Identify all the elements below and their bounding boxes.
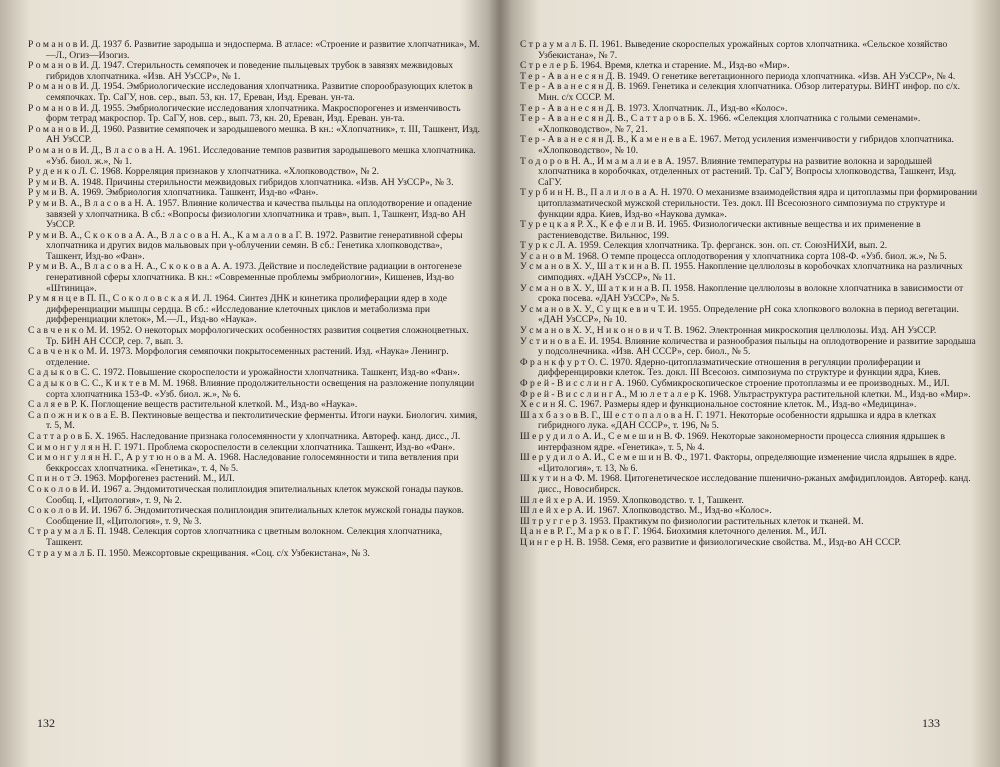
bibliography-entry: Р о м а н о в И. Д., В л а с о в а Н. А. 1961. Исследование темпов развития зародышевого мешка хлопчатника. «Узб. биол. ж.», № 1. <box>28 144 476 167</box>
bibliography-entry: Т е р - А в а н е с я н Д. В. 1949. О генетике вегетационного периода хлопчатника. «Изв. АН УзССР», № 4. <box>520 70 956 82</box>
bibliography-entry: С т р е л е р Б. 1964. Время, клетка и старение. М., Изд-во «Мир». <box>520 60 790 72</box>
bibliography-entry: С а т т а р о в Б. Х. 1965. Наследование признака голосемянности у хлопчатника. Автореф. канд. дисс., Л. <box>28 430 461 442</box>
bibliography-entry: Т е р - А в а н е с я н Д. В., К а м е н е в а Е. 1967. Метод усиления изменчивости у гибридов хлопчатника. «Хлопководство», № 10. <box>520 134 954 156</box>
bibliography-entry: С а д ы к о в С. С. 1972. Повышение скороспелости и урожайности хлопчатника. Ташкент, Изд-во «Фан». <box>28 367 460 379</box>
bibliography-entry: У с м а н о в Х. У., С у щ к е в и ч Т. И. 1955. Определение pH сока хлопкового волокна в период вегетации. «ДАН УзССР», № 10. <box>520 303 959 326</box>
bibliography-entry: Ш а х б а з о в В. Г., Ш е с т о п а л о в а Н. Г. 1971. Некоторые особенности ядрышка и ядра в клетках гибридного лука. «ДАН СССР», т. 196, № 5. <box>520 409 937 432</box>
page-number-right: 133 <box>922 716 940 730</box>
bibliography-entry: Т у р б и н Н. В., П а л и л о в а А. Н. 1970. О механизме взаимодействия ядра и цитоплазмы при формировании цитоплазматической мужской стерильности. Тез. докл. III Всесоюзного симпозиума по структуре и функции ядра. Киев, Изд-во «Наукова думка». <box>520 187 978 220</box>
bibliography-entry: С о к о л о в И. И. 1967 б. Эндомитотическая полиплоидия эпителиальных клеток мужской гонады пауков. Сообщение II, «Цитология», т. 9, № 3. <box>28 505 464 527</box>
bibliography-entry: Р о м а н о в И. Д. 1960. Развитие семяпочек и зародышевого мешка. В кн.: «Хлопчатник», т. III, Ташкент, Изд. АН УзССР. <box>28 123 480 146</box>
page-number-left: 132 <box>37 716 55 730</box>
bibliography-entry: Ш л е й х е р А. И. 1959. Хлопководство. т. 1, Ташкент. <box>520 494 744 506</box>
bibliography-entry: Т е р - А в а н е с я н Д. В., С а т т а р о в Б. Х. 1966. «Селекция хлопчатника с голыми семенами». «Хлопководство», № 7, 21. <box>520 113 921 135</box>
bibliography-entry: С а п о ж н и к о в а Е. В. Пектиновые вещества и пектолитические ферменты. Итоги науки. Биологич. химия, т. 5, М. <box>28 409 478 432</box>
bibliography-entry: Т о д о р о в Н. А., И м а м а л и е в А. 1957. Влияние температуры на развитие волокна и зародышей хлопчатника в коробочках, отделенных от растений. Тр. СаГУ, Вопросы хлопководства, Ташкент, Изд. СаГУ. <box>520 155 957 188</box>
bibliography-entry: Р о м а н о в И. Д. 1937 б. Развитие зародыша и эндосперма. В атласе: «Строение и развитие хлопчатника», М.—Л., Огиз—Изогиз. <box>28 40 480 61</box>
right-page <box>520 40 980 740</box>
left-page <box>28 40 480 740</box>
bibliography-entry: Р у м я н ц е в П. П., С о к о л о в с к а я И. Л. 1964. Синтез ДНК и кинетика пролиферации ядер в ходе дифференциации мышцы сердца. В сб.: «Исследование клеточных циклов и метаболизма при дифференциации клеток», М.—Л., Изд-во «Наука». <box>28 293 447 326</box>
bibliography-entry: Р о м а н о в И. Д. 1955. Эмбриологические исследования хлопчатника. Макроспорогенез и изменчивость форм тетрад макроспор. Тр. СаГУ, нов. сер., вып. 73, кн. 20, Ереван, Изд. Ереван. ун-та. <box>28 102 461 125</box>
bibliography-entry: С и м о н г у л я н Н. Г. 1971. Проблема скороспелости в селекции хлопчатника. Ташкент, Изд-во «Фан». <box>28 441 455 453</box>
bibliography-entry: С т р а у м а л Б. П. 1950. Межсортовые скрещивания. «Соц. с/х Узбекистана», № 3. <box>28 547 370 559</box>
bibliography-entry: Т у р е ц к а я Р. Х., К е ф е л и В. И. 1965. Физиологически активные вещества и их применение в растениеводстве. Вильнюс, 199. <box>520 219 921 241</box>
bibliography-entry: Ш л е й х е р А. И. 1967. Хлопководство. М., Изд-во «Колос». <box>520 505 772 517</box>
bibliography-entry: Ф р а н к ф у р т О. С. 1970. Ядерно-цитоплазматические отношения в регуляции пролиферации и дифференцировки клеток. Тез. докл. III Всесоюз. симпозиума по структуре и функции ядра, Киев. <box>520 356 941 379</box>
bibliography-entry: Ш е р у д и л о А. И., С е м е ш и н В. Ф., 1971. Факторы, определяющие изменение числа ядрышек в ядре. «Цитология», т. 13, № 6. <box>520 452 957 474</box>
bibliography-entry: Ш к у т и н а Ф. М. 1968. Цитогенетическое исследование пшенично-ржаных амфидиплоидов. Автореф. канд. дисс., Новосибирск. <box>520 473 971 495</box>
bibliography-entry: Т у р к с Л. А. 1959. Селекция хлопчатника. Тр. ферганск. зон. оп. ст. СоюзНИХИ, вып. 2. <box>520 240 888 252</box>
book-gutter <box>488 0 512 767</box>
bibliography-entry: Ф р е й - В и с с л и н г А. 1960. Субмикроскопическое строение протоплазмы и ее производных. М., ИЛ. <box>520 378 950 389</box>
bibliography-entry: С и м о н г у л я н Н. Г., А р у т ю н о в а М. А. 1968. Наследование голосемянности и типа ветвления при беккроссах хлопчатника. «Генетика», т. 4, № 5. <box>28 452 459 474</box>
bibliography-entry: Ц и н г е р Н. В. 1958. Семя, его развитие и физиологические свойства. М., Изд-во АН СССР. <box>520 536 901 548</box>
bibliography-entry: Т е р - А в а н е с я н Д. В. 1969. Генетика и селекция хлопчатника. Обзор литературы. ВИНТ инфор. по с/х. Мин. с/х СССР. М. <box>520 81 961 103</box>
bibliography-entry: С а л я е в Р. К. Поглощение веществ растительной клеткой. М., Изд-во «Наука». <box>28 399 358 411</box>
bibliography-entry: Ц а н е в Р. Г., М а р к о в Г. Г. 1964. Биохимия клеточного деления. М., ИЛ. <box>520 526 827 538</box>
bibliography-entry: Р у м и В. А., В л а с о в а Н. А., С к о к о в а А. А. 1973. Действие и последействие радиации в онтогенезе генеративной сферы хлопчатника. В кн.: «Современные проблемы эмбриологии», Кишенев, Изд-во «Штиница». <box>28 261 462 294</box>
bibliography-entry: Р у м и В. А. 1969. Эмбриология хлопчатника. Ташкент, Изд-во «Фан». <box>28 187 319 199</box>
bibliography-entry: Ш е р у д и л о А. И., С е м е ш и н В. Ф. 1969. Некоторые закономерности процесса слияния ядрышек в интерфазном ядре. «Генетика», т. 5, № 4. <box>520 430 946 453</box>
bibliography-entry: У с м а н о в Х. У., Н и к о н о в и ч Т. В. 1962. Электронная микроскопия целлюлозы. Изд. АН УзССР. <box>520 325 937 337</box>
bibliography-entry: Р у м и В. А. 1948. Причины стерильности межвидовых гибридов хлопчатника. «Изв. АН УзССР», № 3. <box>28 176 454 188</box>
bibliography-entry: Р у д е н к о Л. С. 1968. Корреляция признаков у хлопчатника. «Хлопководство», № 2. <box>28 166 380 178</box>
bibliography-entry: Р о м а н о в И. Д. 1947. Стерильность семяпочек и поведение пыльцевых трубок в завязях межвидовых гибридов хлопчатника. «Изв. АН УзССР», № 1. <box>28 60 454 82</box>
bibliography-entry: С а д ы к о в С. С., К и к т е в М. М. 1968. Влияние продолжительности освещения на разложение популяции сорта хлопчатника 153-Ф. «Узб. биол. ж.», № 6. <box>28 378 475 400</box>
bibliography-entry: У с а н о в М. 1968. О темпе процесса оплодотворения у хлопчатника сорта 108-Ф. «Узб. биол. ж.», № 5. <box>520 250 947 262</box>
bibliography-entry: Ш т р у г г е р З. 1953. Практикум по физиологии растительных клеток и тканей. М. <box>520 515 864 527</box>
bibliography-entry: Х е с и н Я. С. 1967. Размеры ядер и функциональное состояние клеток. М., Изд-во «Медицина». <box>520 399 917 411</box>
bibliography-entry: С о к о л о в И. И. 1967 а. Эндомитотическая полиплоидия эпителиальных клеток мужской гонады пауков. Сообщ. I, «Цитология», т. 9, № 2. <box>28 483 464 506</box>
bibliography-entry: Ф р е й - В и с с л и н г А., М ю л е т а л е р К. 1968. Ультраструктура растительной клетки. М., Изд-во «Мир». <box>520 388 971 400</box>
bibliography-entry: У с м а н о в Х. У., Ш а т к и н а В. П. 1958. Накопление целлюлозы в волокне хлопчатника в зависимости от срока посева. «ДАН УзССР», № 5. <box>520 282 964 305</box>
bibliography-entry: У с м а н о в Х. У., Ш а т к и н а В. П. 1955. Накопление целлюлозы в коробочках хлопчатника на различных симподиях. «ДАН УзССР», № 11. <box>520 261 963 284</box>
bibliography-entry: Р о м а н о в И. Д. 1954. Эмбриологические исследования хлопчатника. Развитие спорообразующих клеток в семяпочках. Тр. СаГУ, нов. сер., вып. 53, кн. 17, Ереван, Изд. Ереван. ун-та. <box>28 81 473 103</box>
bibliography-entry: У с т и н о в а Е. И. 1954. Влияние количества и разнообразия пыльцы на оплодотворение и развитие зародыша у подсолнечника. «Изв. АН СССР», сер. биол., № 5. <box>520 335 976 358</box>
bibliography-entry: Р у м и В. А., С к о к о в а А. А., В л а с о в а Н. А., К а м а л о в а Г. В. 1972. Развитие генеративной сферы хлопчатника и других видов мальвовых при γ-облучении семян. В сб.: Генетика хлопководства», Ташкент, Изд-во «Фан». <box>28 229 463 262</box>
bibliography-entry: С а в ч е н к о М. И. 1973. Морфология семяпочки покрытосеменных растений. Изд. «Наука» Ленингр. отделение. <box>28 346 449 368</box>
bibliography-entry: С т р а у м а л Б. П. 1948. Селекция сортов хлопчатника с цветным волокном. Селекция хлопчатника, Ташкент. <box>28 526 443 548</box>
bibliography-entry: С а в ч е н к о М. И. 1952. О некоторых морфологических особенностях развития соцветия сложноцветных. Тр. БИН АН СССР, сер. 7, вып. 3. <box>28 325 469 347</box>
bibliography-entry: С п и н о т Э. 1963. Морфогенез растений. М., ИЛ. <box>28 473 235 485</box>
bibliography-entry: С т р а у м а л Б. П. 1961. Выведение скороспелых урожайных сортов хлопчатника. «Сельское хозяйство Узбекистана», № 7. <box>520 40 948 61</box>
bibliography-entry: Т е р - А в а н е с я н Д. В. 1973. Хлопчатник. Л., Изд-во «Колос». <box>520 102 788 114</box>
bibliography-entry: Р у м и В. А., В л а с о в а Н. А. 1957. Влияние количества и качества пыльцы на оплодотворение и опадение завязей у хлопчатника. В сб.: «Вопросы физиологии хлопчатника и трав», вып. 1, Ташкент, Изд-во АН УзССР. <box>28 197 472 231</box>
